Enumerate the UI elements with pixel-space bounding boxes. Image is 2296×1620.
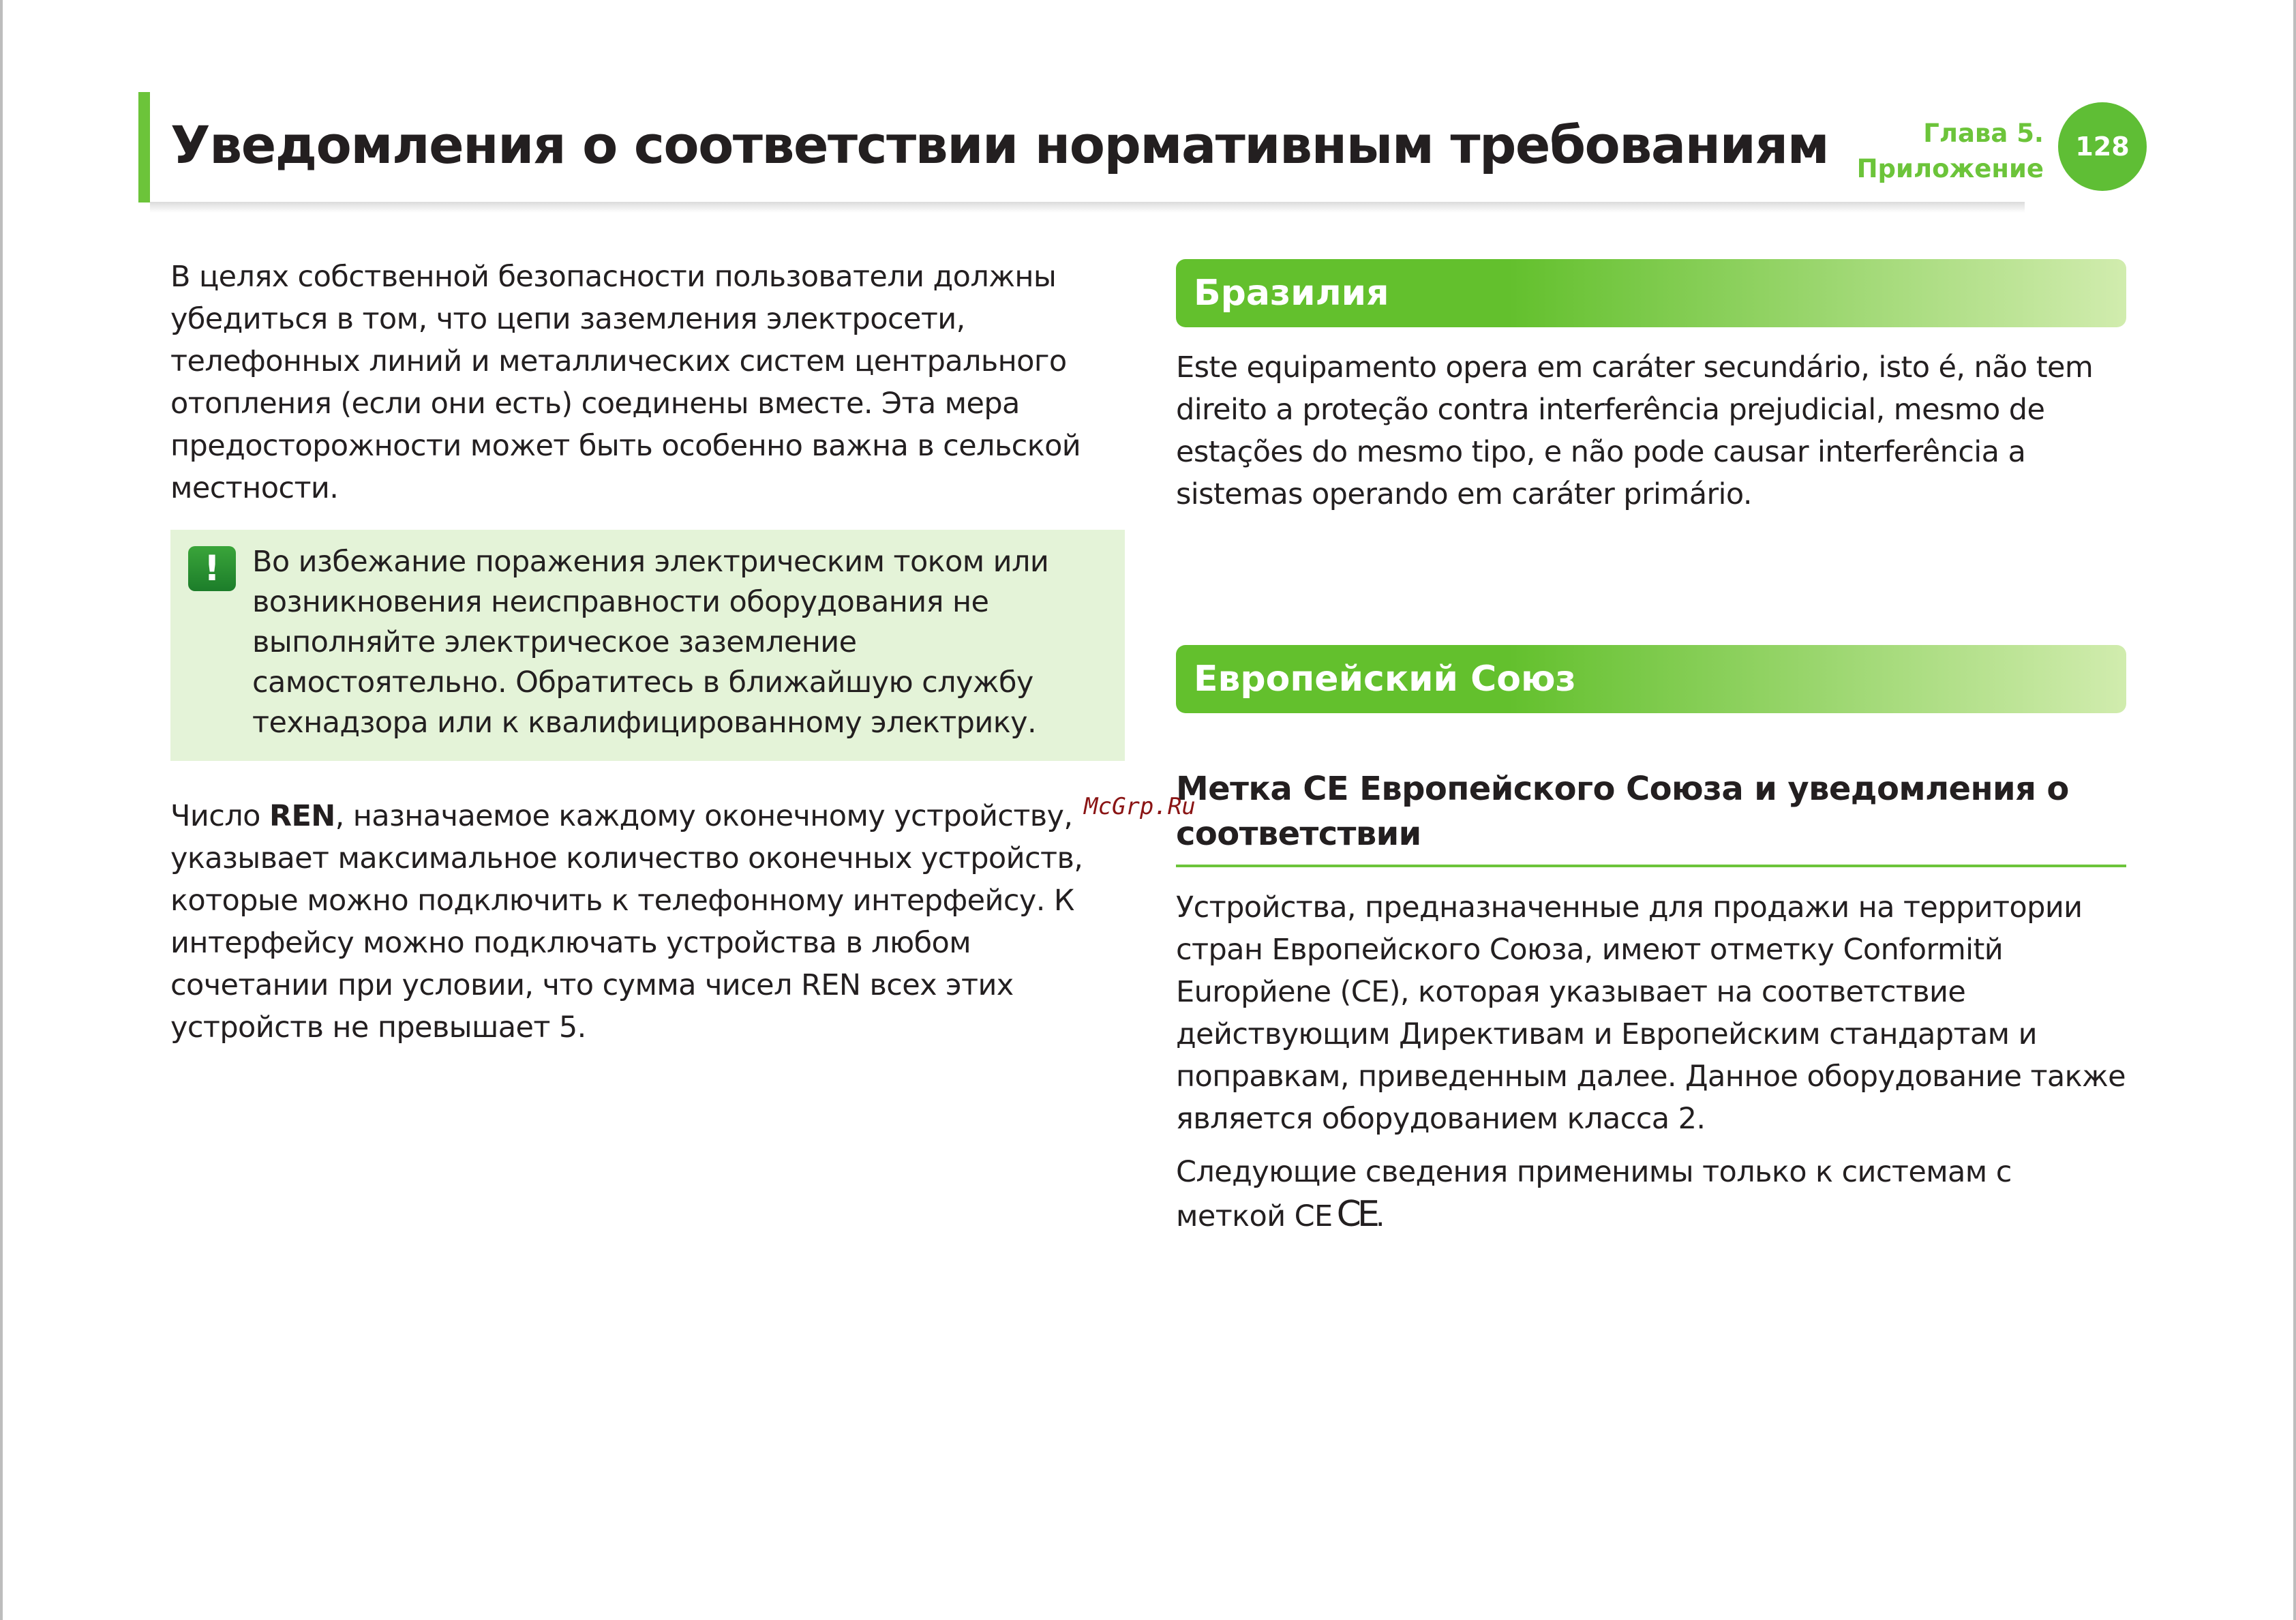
section-header-eu: Европейский Союз (1176, 645, 2126, 713)
chapter-number: Глава 5. (1923, 119, 2044, 148)
section-header-brazil: Бразилия (1176, 259, 2126, 327)
chapter-name: Приложение (1856, 154, 2044, 183)
eu-subsection-title: Метка CE Европейского Союза и уведомления о соответствии (1176, 766, 2126, 867)
page-number-badge: 128 (2058, 102, 2147, 191)
title-accent-bar (138, 92, 150, 202)
ren-term: REN (269, 799, 335, 833)
left-column (170, 256, 1125, 1049)
eu-paragraph-1: Устройства, предназначенные для продажи на территории стран Европейского Союза, имеют отметку Conformitй Europйene (CE), которая указывает на соответствие действующим Директивам и Европейским стандартам и поправкам, приведенным далее. Данное оборудование также является оборудованием класса 2. (1176, 890, 2126, 1136)
watermark: McGrp.Ru (1084, 793, 1196, 820)
ren-paragraph (170, 795, 1125, 1049)
eu-paragraph-2-text: Следующие сведения применимы только к системам с меткой CE (1176, 1155, 2012, 1233)
caution-box (170, 530, 1125, 761)
eu-paragraph-2-end: . (1375, 1199, 1385, 1233)
caution-icon: ! (188, 546, 236, 591)
ce-mark-icon: CE (1336, 1194, 1376, 1235)
chapter-label (1857, 116, 2044, 187)
page-title: Уведомления о соответствии нормативным требованиям (170, 115, 1829, 175)
eu-paragraph-2 (1176, 1151, 2126, 1238)
ren-prefix: Число (170, 799, 269, 833)
caution-text: Во избежание поражения электрическим током или возникновения неисправности оборудования не выполняйте электрическое заземление самостоятельно. Обратитесь в ближайшую службу технадзора или к квалифицированному электрику. (252, 545, 1049, 740)
right-column (1176, 259, 2126, 1238)
safety-intro-paragraph: В целях собственной безопасности пользователи должны убедиться в том, что цепи заземления электросети, телефонных линий и металлических систем центрального отопления (если они есть) соединены вместе. Эта мера предосторожности может быть особенно важна в сельской местности. (170, 260, 1081, 505)
title-underline (150, 202, 2025, 213)
page-edge-left (0, 0, 3, 1620)
ren-rest: , назначаемое каждому оконечному устройству, указывает максимальное количество оконечных устройств, которые можно подключить к телефонному интерфейсу. К интерфейсу можно подключать устройства в любом сочетании при условии, что сумма чисел REN всех этих устройств не превышает 5. (170, 799, 1083, 1045)
brazil-paragraph: Este equipamento opera em caráter secundário, isto é, não tem direito a proteção contra interferência prejudicial, mesmo de estações do mesmo tipo, e não pode causar interferência a sistemas operando em caráter primário. (1176, 350, 2094, 511)
page-edge-right (2293, 0, 2296, 1620)
